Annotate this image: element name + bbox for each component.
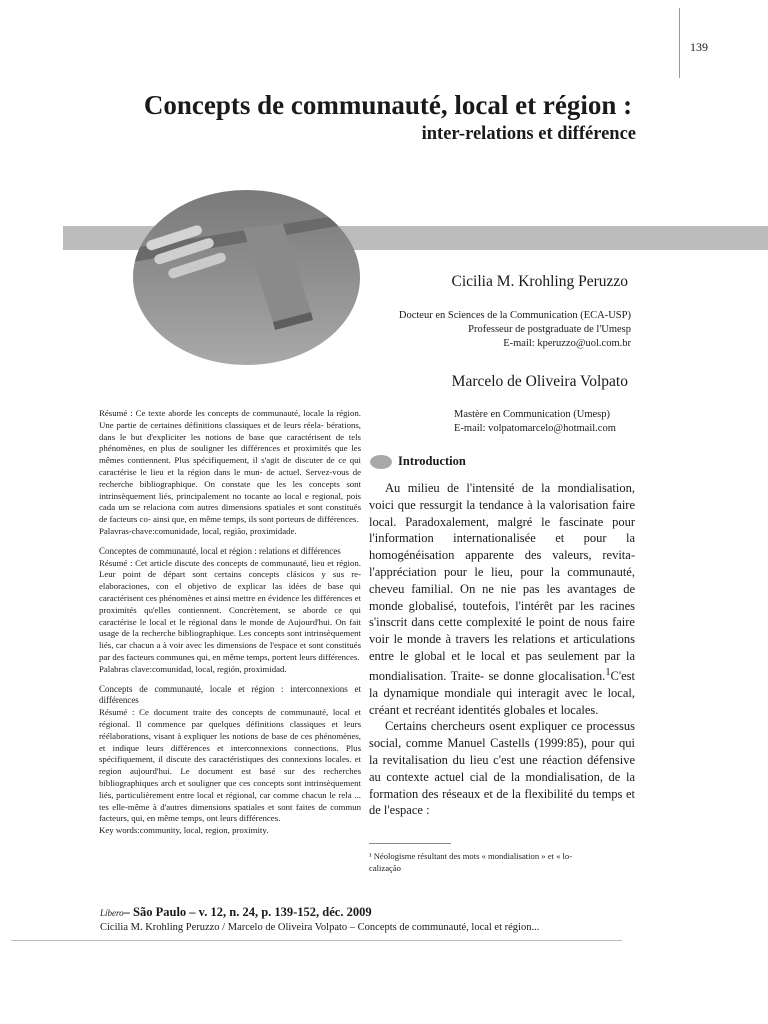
introduction-heading-text: Introduction [398, 454, 466, 468]
header-photo [133, 190, 360, 365]
author-1-email: E-mail: kperuzzo@uol.com.br [503, 338, 631, 349]
abstract-3-text: Résumé : Ce document traite des concepts de communauté, local et régional. Il commence par quelques définitions classiques et leurs réélaborations, visant à expliquer les notions de base de ces phénomènes, et indique leurs différences et interconnexions connections. Plus spécifiquement, il discute des caractéristiques des connexions locales. et region aujourd'hui. Le document est basé sur des recherches bibliographiques arch et souligner que ces concepts sont intrinsèquement liés, particulièrement entre local et régional, car comme chacun le rela ... tes elle-même à d'autres dimensions spatiales et sont faites de commun facteurs, qui, en même temps, ont leurs différences. [99, 707, 361, 824]
introduction-body [369, 480, 635, 819]
intro-paragraph-1b-text: C'est la dynamique mondiale qui interagit avec le local, créant et recréant identités globales et locales. [369, 668, 635, 717]
journal-name: Líbero [100, 908, 124, 918]
abstract-3-keywords: Key words:community, local, region, proximity. [99, 825, 269, 836]
author-1-name: Cicilia M. Krohling Peruzzo [451, 273, 628, 290]
abstract-spanish-fr [99, 546, 361, 676]
author-2-name: Marcelo de Oliveira Volpato [451, 373, 628, 390]
abstract-2-title: Conceptes de communauté, local et région : relations et différences [99, 545, 341, 556]
header-rule [679, 8, 680, 78]
footnote-ref[interactable]: 1 [605, 666, 611, 678]
author-2-email: E-mail: volpatomarcelo@hotmail.com [454, 423, 616, 434]
footnote-rule [369, 843, 451, 844]
journal-citation [100, 905, 372, 920]
article-title: Concepts de communauté, local et région : [143, 90, 633, 120]
journal-details: – São Paulo – v. 12, n. 24, p. 139-152, déc. 2009 [123, 905, 372, 919]
author-2-degree: Mastère en Communication (Umesp) [454, 409, 611, 420]
abstract-2-keywords: Palabras clave:comunidad, local, región, proximidad. [99, 663, 287, 674]
introduction-heading [370, 454, 466, 469]
abstract-3-title: Concepts de communauté, locale et région : interconnexions et différences [99, 683, 361, 706]
intro-paragraph-2: Certains chercheurs osent expliquer ce processus social, comme Manuel Castells (1999:85), pour qui la revitalisation du lieu c'est une réaction défensive au contexte actuel cial de la mondialisation, de la formation des réseaux et de la flexibilité du temps et de l'espace : [369, 719, 635, 818]
author-1-position: Professeur de postgraduate de l'Umesp [468, 324, 631, 335]
page-number: 139 [690, 40, 708, 54]
bullet-ellipse-icon [370, 455, 392, 469]
abstract-english-fr [99, 684, 361, 837]
abstract-portuguese-fr [99, 408, 361, 538]
author-1-degree: Docteur en Sciences de la Communication (ECA-USP) [398, 310, 631, 321]
abstract-1-keywords: Palavras-chave:comunidade, local, região, proximidade. [99, 525, 297, 536]
header-photo-art [133, 190, 360, 365]
footnote: ¹ Néologisme résultant des mots « mondialisation » et « lo- calização [369, 851, 573, 873]
intro-paragraph-1-text: Au milieu de l'intensité de la mondialisation, voici que ressurgit la tendance à la valorisation faire local. Paradoxalement, malgré le fascinate pour l'information internationalisée et pour la homogénéisation apparente des valeurs, revita- l'appréciation pour le lieu, pour la communauté, cheveu familial. On ne nie pas les avantages de monde globalisé, toutefois, l'intérêt par les racines s'inscrit dans cette complexité le point de nous faire voir le monde à travers les relations et articulations entre le global et le local et pas seulement par la mondialisation. Traite- se donne glocalisation. [369, 481, 635, 683]
article-subtitle: inter-relations et différence [421, 124, 636, 144]
intro-paragraph-1 [369, 480, 635, 718]
abstracts-column [99, 408, 361, 845]
footer-rule [11, 940, 622, 941]
running-footer: Cicilia M. Krohling Peruzzo / Marcelo de Oliveira Volpato – Concepts de communauté, local et région... [100, 922, 540, 933]
author-2-affiliation [454, 408, 616, 436]
abstract-2-text: Résumé : Cet article discute des concepts de communauté, lieu et région. Leur point de départ sont certains concepts clásicos y sus re-elaboraciones, con el objetivo de explicar las idées de base qui caractérisent ces phénomènes et ainsi mettre en évidence les différences et proximités qu'elles contiennent. Concrètement, se aborde ce qui caractérise le local et le régional dans le monde de Aujourd'hui. On fait usage de la recherche bibliographique. Les concepts sont intrinsèquement liés, car chacun a à voir avec les dimensions de l'espace et sont constitués par des facteurs communes qui, en même temps, portent leurs différences. [99, 557, 361, 662]
author-1-affiliation [399, 309, 631, 351]
abstract-1-text: Résumé : Ce texte aborde les concepts de communauté, locale la région. Une partie de certaines définitions classiques et de leurs réela- bérations, dans le but d'expliciter les notions de base que caractérisent de tels phénomènes, en plus de souligner les différences et proximités que les mêmes contiennent. Plus spécifiquement, il s'agit de discuter de ce qui caractérise le lieu et la région dans le mun- de actuel. Servez-vous de recherche bibliographique. On constate que les les concepts sont intrinsèquement liés, principalement no tocante ao local e regional, pois cada um se relaciona com autres dimensions spatiales et sont constitués de facteurs co- ainsi que, en même temps, ils sont porteurs de différences. [99, 408, 361, 525]
